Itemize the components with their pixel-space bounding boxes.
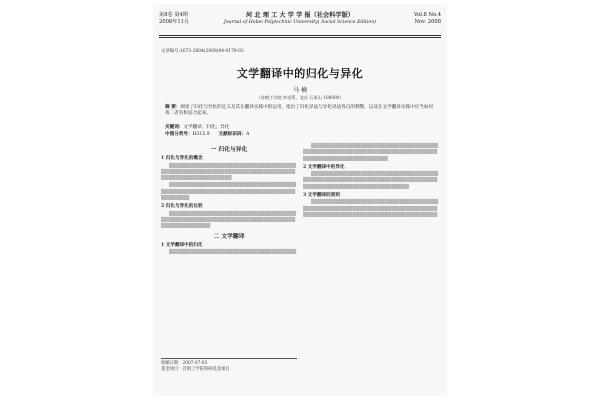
clc-value: H315.9 (192, 132, 210, 137)
left-column (161, 144, 297, 256)
subsection-heading: 1 归化与异化的概念 (161, 156, 203, 162)
author-affiliation: （首钢工学院 外语系，北京 石景山 100000） (256, 95, 344, 100)
paper-title: 文学翻译中的归化与异化 (236, 67, 364, 80)
body-text-block: ▒▒▒▒▒▒▒▒▒▒▒▒▒▒▒▒▒▒▒▒▒▒▒▒▒▒▒▒▒▒▒▒▒▒▒▒▒▒▒▒▒▒▒▒▒▒▒▒▒▒▒▒▒▒▒▒▒▒▒▒▒▒▒▒▒▒▒▒▒▒▒▒▒▒▒▒▒▒▒▒▒▒▒▒▒▒▒▒▒▒▒▒▒▒▒▒▒▒▒▒▒▒▒▒ (303, 172, 439, 190)
received-date: 收稿日期：2007-07-03 (161, 361, 208, 366)
issue-date-en: Nov. 2008 (414, 19, 441, 25)
fund-info: 基金项目：首钢工学院科研基金项目 (161, 367, 230, 372)
journal-name-en: Journal of Hebei Polytechnic University( Social Science Edition) (223, 20, 377, 25)
body-text-block: ▒▒▒▒▒▒▒▒▒▒▒▒▒▒▒▒▒▒▒▒▒▒▒▒▒▒▒▒▒▒▒▒▒▒▒▒▒▒▒▒▒▒▒▒▒▒▒▒▒▒▒▒▒▒▒▒▒▒▒▒▒▒▒▒▒▒▒▒▒▒▒▒▒▒▒▒▒▒▒▒▒▒▒▒▒▒▒▒▒▒▒▒▒▒▒▒▒▒ (303, 144, 439, 162)
abstract (165, 105, 435, 118)
issue-info-en (414, 12, 441, 26)
journal-name (219, 12, 381, 26)
journal-page (153, 4, 447, 396)
keywords-text: 文学翻译；归化；异化 (183, 125, 230, 130)
subsection-heading: 2 归化与异化的比较 (161, 204, 203, 210)
journal-header (159, 12, 441, 34)
issue-volume: 第8卷 第4期 (159, 12, 188, 18)
issue-volume-en: Vol.8 No.4 (413, 12, 441, 18)
article-number: 文章编号:1673-2804(2008)04-0178-02 (161, 49, 244, 54)
issue-date: 2008年11月 (159, 19, 190, 25)
body-text-block: ▒▒▒▒▒▒▒▒▒▒▒▒▒▒▒▒▒▒▒▒▒▒▒▒▒▒▒▒▒▒▒▒▒▒▒▒▒▒▒▒▒▒▒▒▒▒▒▒▒▒▒▒▒▒▒▒▒▒▒▒▒▒▒▒▒▒▒▒▒▒▒▒▒▒▒▒▒▒▒▒▒▒▒▒▒▒▒▒ (161, 211, 297, 230)
doc-code-value: A (246, 132, 250, 137)
abstract-label: 摘 要： (165, 105, 181, 110)
section-heading: 一 归化与异化 (210, 147, 248, 153)
paper-author: 马 楠 (293, 87, 307, 94)
subsection-heading: 1 文学翻译中的归化 (161, 242, 203, 248)
body-text-block: ▒▒▒▒▒▒▒▒▒▒▒▒▒▒▒▒▒▒▒▒▒▒▒▒▒▒▒▒▒▒▒▒▒▒▒▒▒▒▒▒▒▒▒▒▒▒▒▒▒▒▒▒▒▒▒▒▒▒▒▒▒▒▒▒▒▒▒▒▒▒▒▒▒▒▒▒▒▒▒▒▒▒▒▒▒▒▒▒▒▒▒▒▒▒▒▒▒▒▒▒▒▒▒▒▒▒▒▒▒▒▒▒ (303, 200, 439, 218)
journal-name-zh: 河 北 理 工 大 学 学 报（社会科学版） (246, 12, 354, 19)
section-heading: 二 文学翻译 (213, 233, 245, 240)
clc-label: 中图分类号： (165, 132, 193, 137)
body-text-block: ▒▒▒▒▒▒▒▒▒▒▒▒▒▒▒▒▒▒▒▒▒▒▒▒▒▒▒▒▒▒▒▒▒▒▒▒ (169, 250, 297, 256)
abstract-text: 阐述了归化与异化的定义及其在翻译实践中的运用，指出了归化译法与异化译法各自的利弊，以及在文学翻译实践中应当如何将二者有机结合起来。 (165, 105, 434, 117)
keywords (165, 125, 435, 131)
body-text-block: ▒▒▒▒▒▒▒▒▒▒▒▒▒▒▒▒▒▒▒▒▒▒▒▒▒▒▒▒▒▒▒▒▒▒▒▒▒▒▒▒▒▒▒▒▒▒▒▒▒▒▒▒▒▒▒▒▒▒▒▒▒▒▒▒▒▒▒▒▒▒▒▒▒▒▒▒▒▒▒▒▒▒▒▒▒▒▒▒▒▒▒▒▒▒ (161, 163, 297, 182)
right-column (303, 144, 439, 219)
issue-info (159, 12, 189, 26)
doc-code-label: 文献标识码： (218, 132, 247, 137)
body-text-block: ▒▒▒▒▒▒▒▒▒▒▒▒▒▒▒▒▒▒▒▒▒▒▒▒▒▒▒▒▒▒▒▒▒▒▒▒▒▒▒▒▒▒▒▒▒▒▒▒▒▒▒▒▒▒▒▒▒▒▒▒▒▒▒▒▒▒▒▒▒▒▒▒▒▒▒▒▒▒▒▒▒▒ (161, 183, 297, 202)
subsection-heading: 2 文学翻译中的异化 (303, 164, 345, 170)
classification (165, 132, 435, 138)
subsection-heading: 3 文学翻译的原则 (303, 193, 340, 199)
header-rule-thin (159, 37, 441, 38)
header-rule (159, 35, 441, 36)
keywords-label: 关键词： (165, 125, 184, 130)
footnote (161, 358, 297, 373)
